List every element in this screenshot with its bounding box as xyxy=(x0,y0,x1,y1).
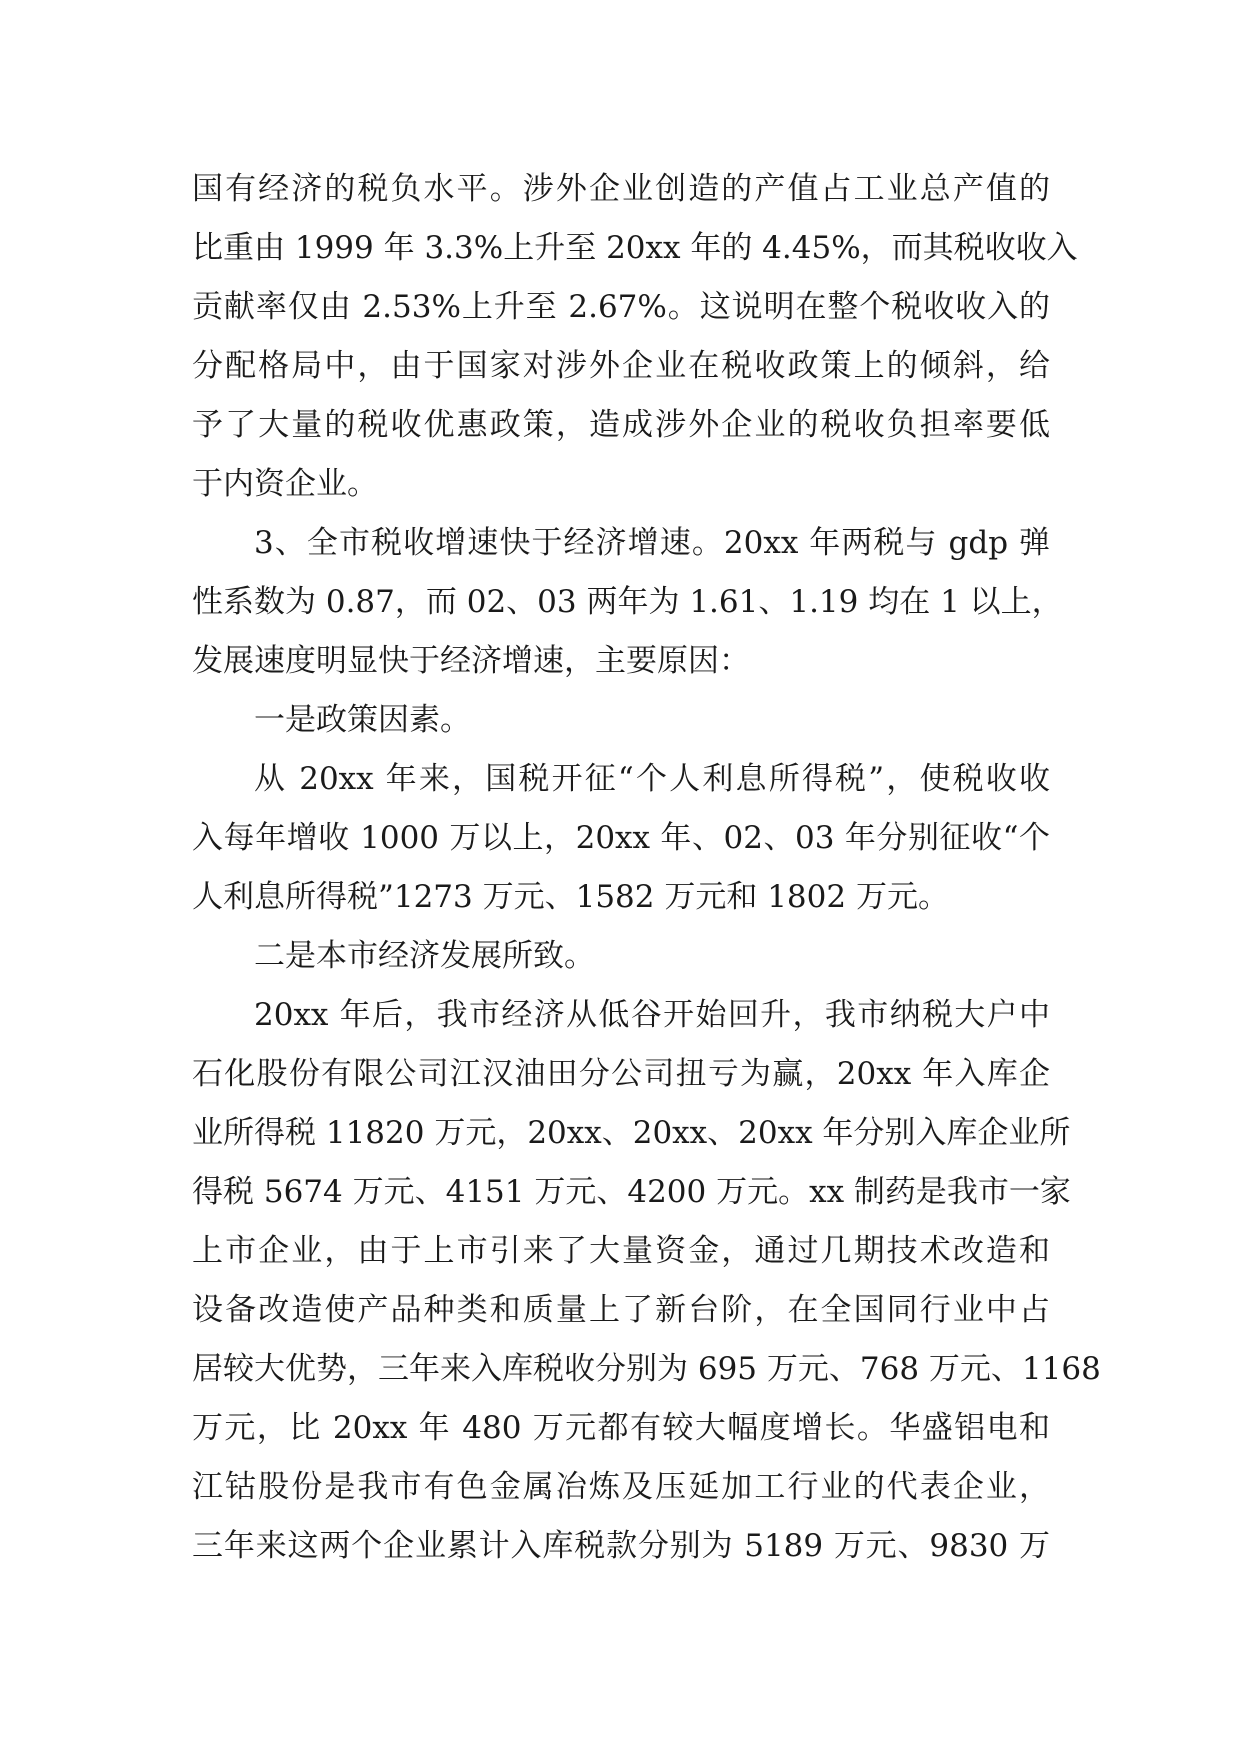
text-line: 万元，比 20xx 年 480 万元都有较大幅度增长。华盛铝电和 xyxy=(192,1410,1050,1446)
paragraph-heading: 一是政策因素。 xyxy=(254,702,471,738)
text-line: 于内资企业。 xyxy=(192,466,378,502)
text-line: 入每年增收 1000 万以上，20xx 年、02、03 年分别征收“个 xyxy=(192,820,1050,856)
text-line: 分配格局中，由于国家对涉外企业在税收政策上的倾斜，给 xyxy=(192,348,1050,384)
text-line: 江钴股份是我市有色金属冶炼及压延加工行业的代表企业， xyxy=(192,1469,1050,1505)
text-line: 三年来这两个企业累计入库税款分别为 5189 万元、9830 万 xyxy=(192,1528,1050,1564)
paragraph-start-line: 3、全市税收增速快于经济增速。20xx 年两税与 gdp 弹 xyxy=(254,525,1050,561)
paragraph-start-line: 从 20xx 年来，国税开征“个人利息所得税”，使税收收 xyxy=(254,761,1050,797)
paragraph-heading: 二是本市经济发展所致。 xyxy=(254,938,595,974)
document-body xyxy=(192,160,1101,1576)
text-line: 发展速度明显快于经济增速，主要原因： xyxy=(192,643,750,679)
text-line: 性系数为 0.87，而 02、03 两年为 1.61、1.19 均在 1 以上， xyxy=(192,584,1063,620)
text-line: 贡献率仅由 2.53%上升至 2.67%。这说明在整个税收收入的 xyxy=(192,289,1050,325)
text-line: 得税 5674 万元、4151 万元、4200 万元。xx 制药是我市一家 xyxy=(192,1174,1071,1210)
text-line: 比重由 1999 年 3.3%上升至 20xx 年的 4.45%，而其税收收入 xyxy=(192,230,1078,266)
text-line: 居较大优势，三年来入库税收分别为 695 万元、768 万元、1168 xyxy=(192,1351,1101,1387)
text-line: 业所得税 11820 万元，20xx、20xx、20xx 年分别入库企业所 xyxy=(192,1115,1071,1151)
text-line: 石化股份有限公司江汉油田分公司扭亏为赢，20xx 年入库企 xyxy=(192,1056,1050,1092)
text-line: 予了大量的税收优惠政策，造成涉外企业的税收负担率要低 xyxy=(192,407,1050,443)
text-line: 国有经济的税负水平。涉外企业创造的产值占工业总产值的 xyxy=(192,171,1050,207)
text-line: 上市企业，由于上市引来了大量资金，通过几期技术改造和 xyxy=(192,1233,1050,1269)
text-line: 设备改造使产品种类和质量上了新台阶，在全国同行业中占 xyxy=(192,1292,1050,1328)
text-line: 人利息所得税”1273 万元、1582 万元和 1802 万元。 xyxy=(192,879,949,915)
paragraph-start-line: 20xx 年后，我市经济从低谷开始回升，我市纳税大户中 xyxy=(254,997,1050,1033)
